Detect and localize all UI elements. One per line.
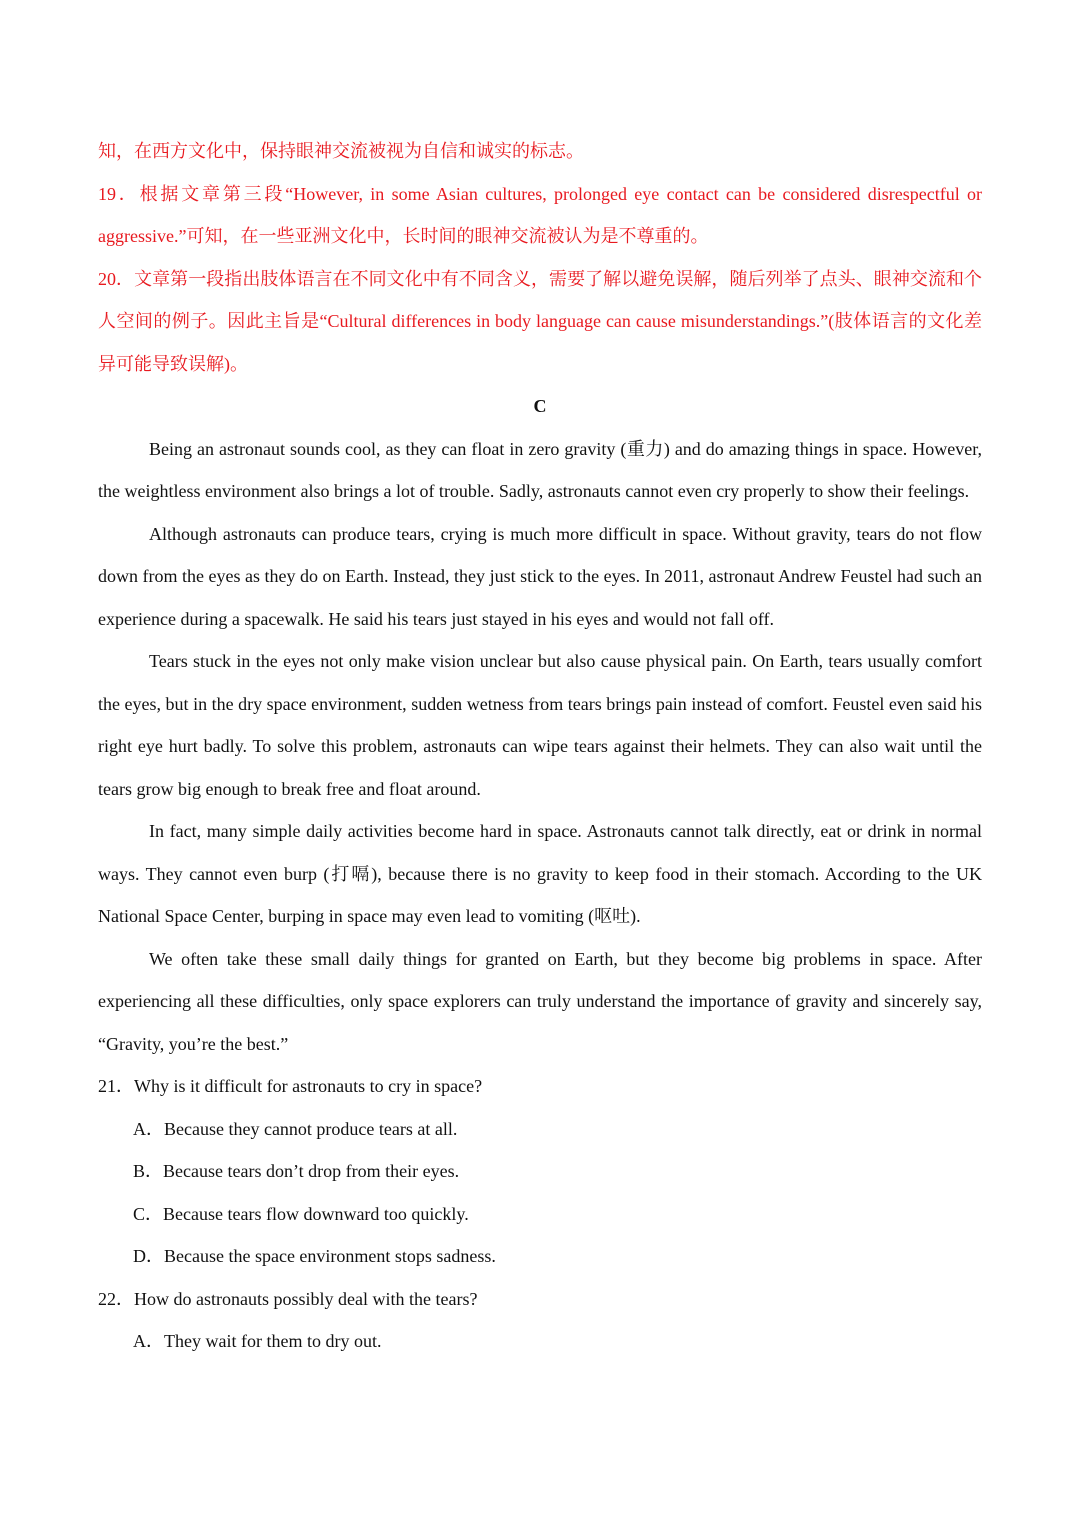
passage-paragraph-3: Tears stuck in the eyes not only make vision unclear but also cause physical pain. On Earth, tears usually comfort the eyes, but in the dry space environment, sudden wetness from tears brings pain instead of comfort. Feustel even said his right eye hurt badly. To solve this problem, astronauts can wipe tears against their helmets. They can also wait until the tears grow big enough to break free and float around.	[98, 651, 982, 799]
question-21-option-b: B．Because tears don’t drop from their eyes.	[133, 1161, 460, 1181]
answer-18-tail: 知，在西方文化中，保持眼神交流被视为自信和诚实的标志。	[98, 141, 584, 161]
section-heading: C	[533, 396, 547, 416]
answer-19: 19．根据文章第三段“However, in some Asian cultures, prolonged eye contact can be considered disrespectful or aggressive.”可知，在一些亚洲文化中，长时间的眼神交流被认为是不尊重的。	[98, 183, 982, 246]
question-21-option-c: C．Because tears flow downward too quickly.	[133, 1203, 469, 1224]
document-page	[98, 130, 982, 1363]
passage-paragraph-1: Being an astronaut sounds cool, as they can float in zero gravity (重力) and do amazing things in space. However, the weightless environment also brings a lot of trouble. Sadly, astronauts cannot even cry properly to show their feelings.	[98, 438, 982, 501]
question-22-stem: 22．How do astronauts possibly deal with the tears?	[98, 1288, 478, 1309]
passage-paragraph-4: In fact, many simple daily activities become hard in space. Astronauts cannot talk directly, eat or drink in normal ways. They cannot even burp (打嗝), because there is no gravity to keep food in their stomach. According to the UK National Space Center, burping in space may even lead to vomiting (呕吐).	[98, 821, 982, 926]
question-22-option-a: A．They wait for them to dry out.	[133, 1331, 382, 1351]
passage-paragraph-2: Although astronauts can produce tears, crying is much more difficult in space. Without gravity, tears do not flow down from the eyes as they do on Earth. Instead, they just stick to the eyes. In 2011, astronaut Andrew Feustel had such an experience during a spacewalk. He said his tears just stayed in his eyes and would not fall off.	[98, 523, 982, 629]
passage-paragraph-5: We often take these small daily things for granted on Earth, but they become big problems in space. After experiencing all these difficulties, only space explorers can truly understand the importance of gravity and sincerely say, “Gravity, you’re the best.”	[98, 948, 982, 1054]
answer-20: 20．文章第一段指出肢体语言在不同文化中有不同含义，需要了解以避免误解，随后列举了点头、眼神交流和个人空间的例子。因此主旨是“Cultural differences in body language can cause misunderstandings.”(肢体语言的文化差异可能导致误解)。	[98, 268, 982, 374]
question-21-stem: 21．Why is it difficult for astronauts to cry in space?	[98, 1076, 483, 1096]
question-21-option-d: D．Because the space environment stops sadness.	[133, 1246, 496, 1266]
question-21-option-a: A．Because they cannot produce tears at all.	[133, 1118, 458, 1139]
